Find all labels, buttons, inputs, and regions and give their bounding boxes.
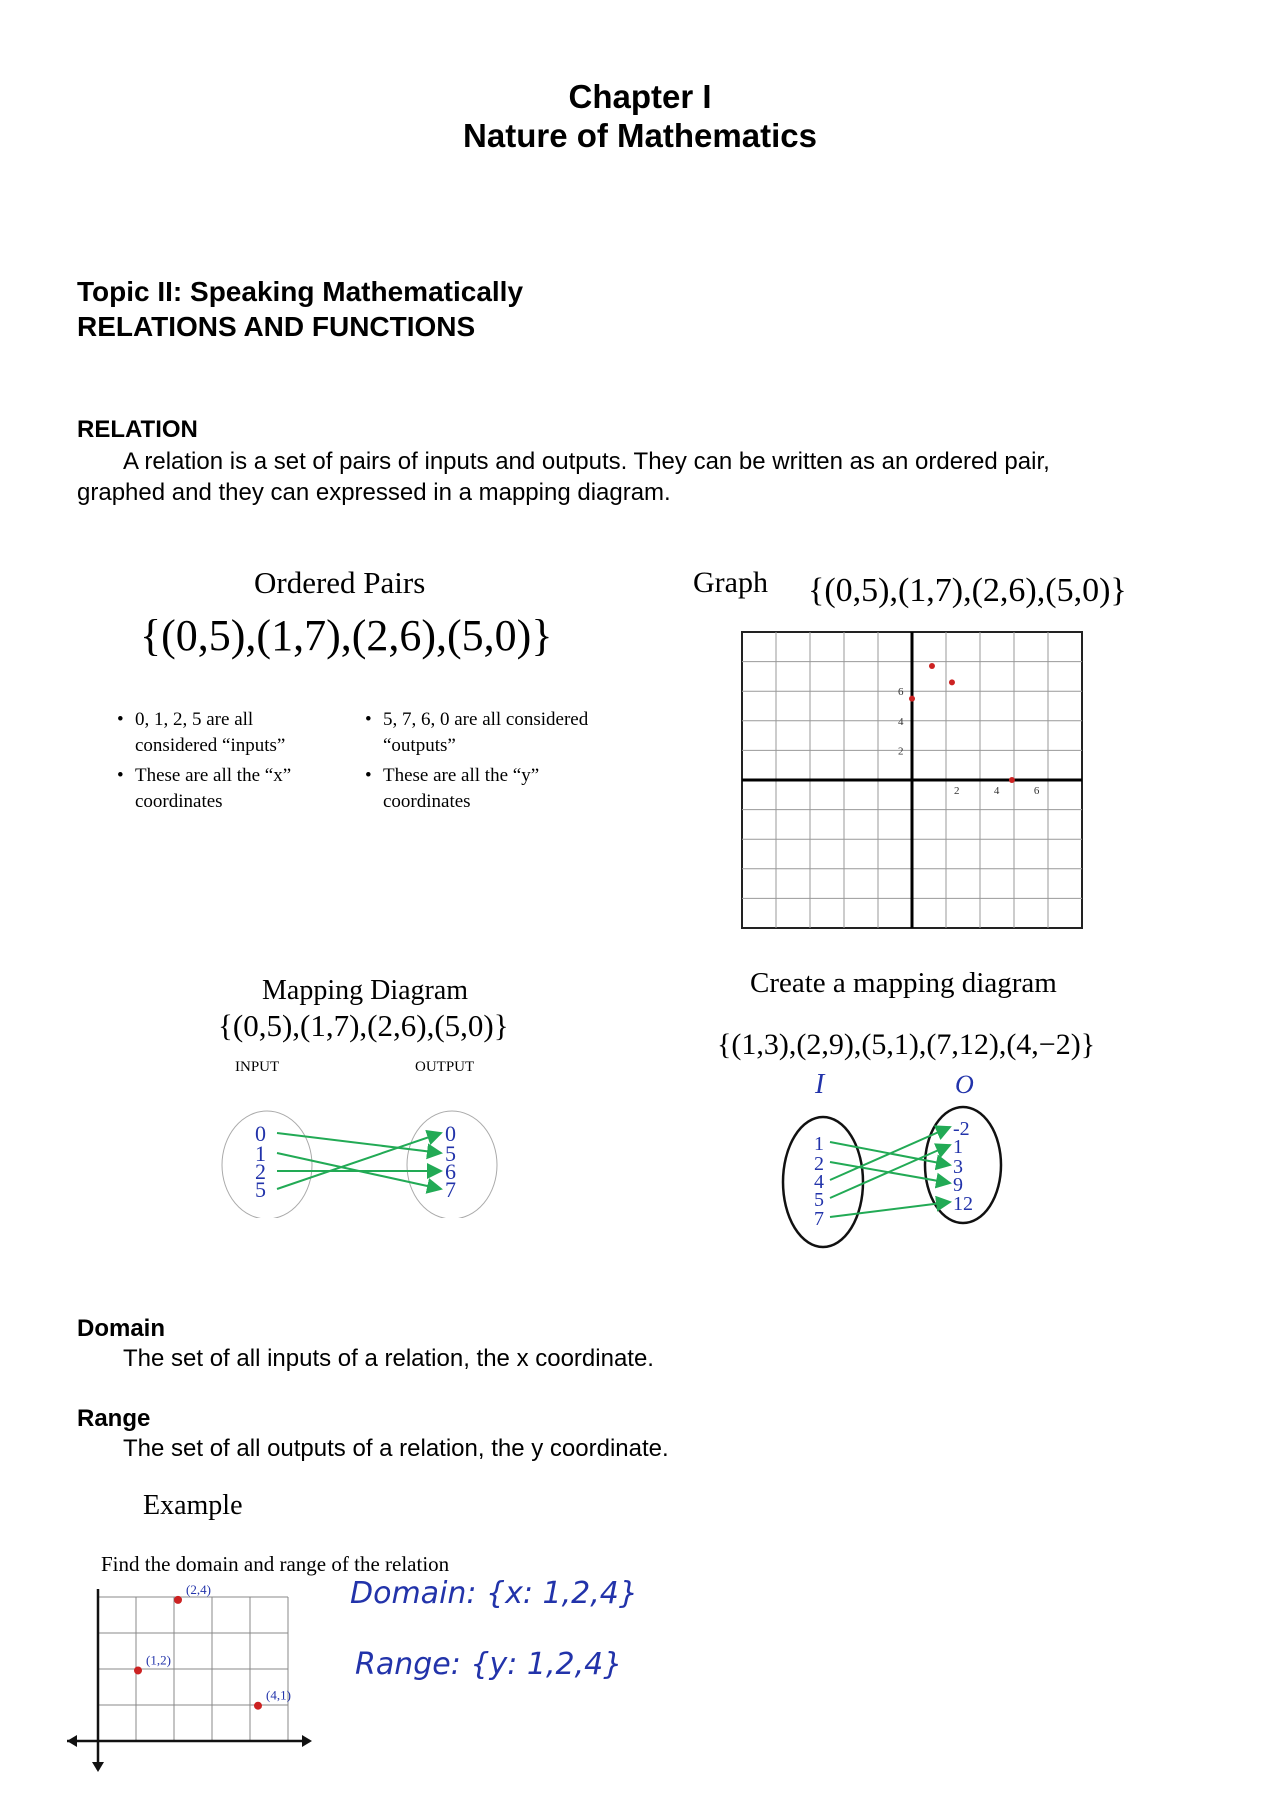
- topic-subtitle: RELATIONS AND FUNCTIONS: [77, 311, 476, 342]
- mapping-title: Mapping Diagram: [262, 975, 469, 1006]
- graph-point: [1009, 777, 1015, 783]
- mapping-diagram: [215, 1053, 515, 1218]
- create-output-value: 3: [953, 1156, 963, 1178]
- mapping-input-oval: [222, 1111, 312, 1218]
- domain-definition: The set of all inputs of a relation, the x coordinate.: [123, 1345, 654, 1372]
- graph-grid: [742, 632, 1082, 928]
- create-mapping-output-label: O: [955, 1070, 974, 1099]
- graph-point: [929, 663, 935, 669]
- graph-chart: [740, 630, 1086, 932]
- create-input-value: 5: [814, 1189, 824, 1211]
- create-input-value: 1: [814, 1133, 824, 1155]
- example-point: [174, 1596, 182, 1604]
- graph-x-tick-label: 4: [993, 785, 1000, 797]
- topic-title: Topic II: Speaking Mathematically: [77, 276, 524, 307]
- mapping-set: {(0,5),(1,7),(2,6),(5,0)}: [218, 1008, 509, 1043]
- mapping-output-value: 7: [445, 1177, 456, 1202]
- create-mapping-title: Create a mapping diagram: [750, 967, 1057, 999]
- mapping-input-value: 2: [255, 1159, 266, 1184]
- ordered-pairs-title: Ordered Pairs: [254, 565, 426, 600]
- example-x-arrow-left: [67, 1735, 77, 1747]
- create-output-value: 12: [953, 1193, 973, 1215]
- create-mapping-set: {(1,3),(2,9),(5,1),(7,12),(4,−2)}: [717, 1028, 1096, 1061]
- graph-point: [909, 696, 915, 702]
- mapping-marks: [255, 1121, 456, 1202]
- graph-title: Graph: [693, 566, 768, 599]
- chapter-title: Chapter I: [568, 78, 712, 115]
- range-definition: The set of all outputs of a relation, the y coordinate.: [123, 1435, 669, 1462]
- bullet-inputs: • 0, 1, 2, 5 are all considered “inputs”: [117, 709, 286, 756]
- example-point-label: (2,4): [186, 1585, 211, 1597]
- bullet-y-coords-text: These are all the “y” coordinates: [383, 765, 540, 812]
- graph-x-tick-label: 2: [953, 785, 960, 797]
- graph-x-tick-label: 6: [1033, 785, 1040, 797]
- mapping-input-value: 5: [255, 1177, 266, 1202]
- create-output-value: -2: [953, 1118, 970, 1140]
- mapping-arrow: [277, 1133, 441, 1153]
- bullet-outputs: • 5, 7, 6, 0 are all considered “outputs”: [365, 709, 589, 756]
- create-mapping-input-label: I: [815, 1069, 825, 1100]
- mapping-output-value: 0: [445, 1121, 456, 1146]
- mapping-input-label: INPUT: [235, 1059, 280, 1075]
- bullet-inputs-text: 0, 1, 2, 5 are all considered “inputs”: [135, 709, 286, 756]
- create-mapping-marks: [814, 1118, 973, 1230]
- create-input-value: 7: [814, 1208, 824, 1230]
- relation-heading: RELATION: [77, 416, 198, 443]
- relation-definition: A relation is a set of pairs of inputs and outputs. They can be written as an ordered pair, graphed and they can expressed in a mapping diagram.: [77, 448, 1050, 506]
- create-mapping-diagram: [770, 1065, 1020, 1250]
- domain-heading: Domain: [77, 1315, 166, 1342]
- ordered-pairs-set: {(0,5),(1,7),(2,6),(5,0)}: [140, 611, 553, 660]
- domain-answer: Domain: {x: 1,2,4}: [350, 1576, 638, 1611]
- bullet-outputs-text: 5, 7, 6, 0 are all considered “outputs”: [383, 709, 589, 756]
- example-prompt: Find the domain and range of the relation: [101, 1552, 450, 1576]
- mapping-arrow: [277, 1133, 441, 1189]
- create-input-value: 2: [814, 1153, 824, 1175]
- create-output-value: 1: [953, 1136, 963, 1158]
- graph-point: [949, 679, 955, 685]
- example-x-arrow-right: [302, 1735, 312, 1747]
- bullet-x-coords: • These are all the “x” coordinates: [117, 765, 292, 812]
- example-grid: [67, 1589, 312, 1772]
- chapter-subtitle: Nature of Mathematics: [463, 117, 817, 154]
- example-y-arrow-down: [92, 1762, 104, 1772]
- graph-y-tick-label: 6: [898, 686, 904, 699]
- mapping-output-value: 5: [445, 1141, 456, 1166]
- graph-marks: [898, 663, 1040, 797]
- mapping-output-label: OUTPUT: [415, 1059, 475, 1075]
- graph-y-tick-label: 2: [898, 745, 904, 758]
- range-answer: Range: {y: 1,2,4}: [355, 1647, 623, 1682]
- example-point: [134, 1666, 142, 1674]
- create-input-value: 4: [814, 1171, 824, 1193]
- graph-set: {(0,5),(1,7),(2,6),(5,0)}: [808, 572, 1127, 609]
- bullet-x-coords-text: These are all the “x” coordinates: [135, 765, 292, 812]
- example-title: Example: [143, 1490, 243, 1521]
- example-point-label: (4,1): [266, 1687, 291, 1703]
- mapping-input-value: 1: [255, 1141, 266, 1166]
- bullet-y-coords: • These are all the “y” coordinates: [365, 765, 540, 812]
- mapping-output-value: 6: [445, 1159, 456, 1184]
- range-heading: Range: [77, 1405, 151, 1432]
- mapping-input-value: 0: [255, 1121, 266, 1146]
- example-point: [254, 1702, 262, 1710]
- graph-y-tick-label: 4: [898, 715, 904, 728]
- example-graph: [65, 1585, 325, 1775]
- create-mapping-arrow: [830, 1202, 950, 1217]
- example-point-label: (1,2): [146, 1652, 171, 1668]
- create-output-value: 9: [953, 1174, 963, 1196]
